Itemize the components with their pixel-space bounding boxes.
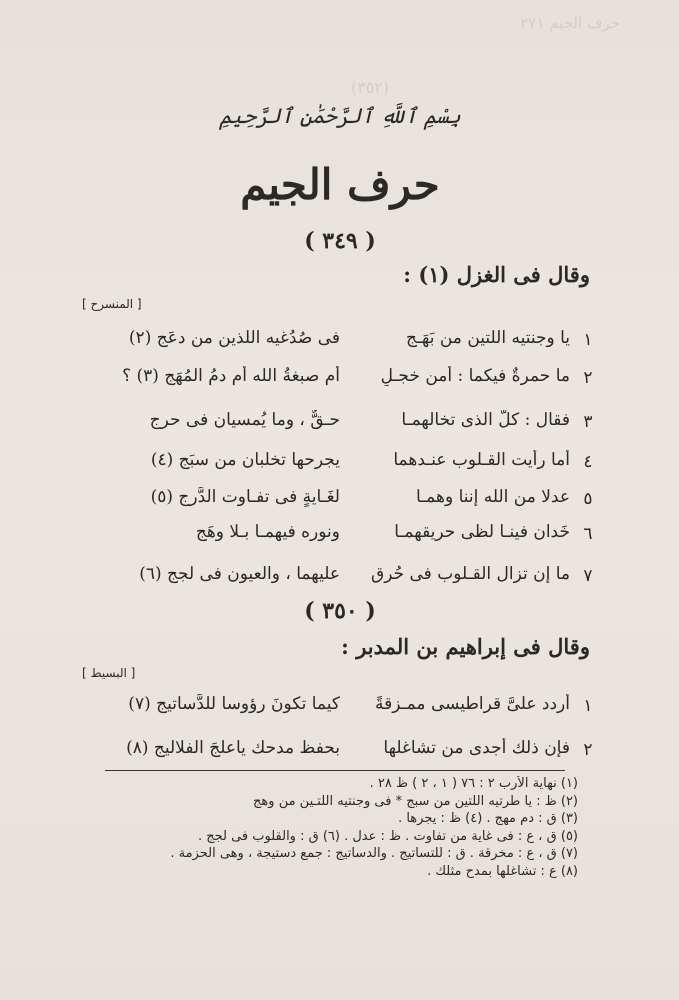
second-hemistich: كيما تكونَ رؤوسا للدَّساتيج (٧) — [128, 694, 340, 714]
second-hemistich: حـقٌّ ، وما يُمسيان فى حرج — [149, 410, 340, 430]
second-hemistich: أم صبغةُ الله أم دمُ المُهَج (٣) ؟ — [122, 366, 340, 386]
first-hemistich: ما إن تزال القـلوب فى حُرق — [371, 564, 570, 584]
verse-line — [100, 522, 600, 556]
verse-number: ٦ — [583, 524, 593, 544]
poem-number-350: ( ٣٥٠ ) — [304, 598, 376, 624]
footnote: (٨) ع : تشاغلها بمدح مثلك . — [427, 863, 578, 879]
verse-line — [100, 564, 600, 598]
poem-intro-350: وقال فى إبراهيم بن المدبر : — [341, 634, 590, 659]
second-hemistich: لغَـايةٍ فى تفـاوت الدَّرج (٥) — [150, 487, 340, 507]
verse-number: ١ — [583, 330, 593, 350]
second-hemistich: ونوره فيهمـا بـلا وهَج — [195, 522, 340, 542]
bleed-through-header: حرف الجيم ٢٧١ — [520, 14, 620, 32]
verse-line — [100, 366, 600, 400]
first-hemistich: خَدان فينـا لظى حريقهمـا — [394, 522, 570, 542]
first-hemistich: أَردد علىَّ قراطيسى ممـزقةً — [375, 694, 570, 714]
verse-line — [100, 328, 600, 362]
verse-line — [100, 694, 600, 728]
footnote: (٧) ق ، ع : مخرقة . ق : للتساتيج . والدساتيج : جمع دستيجة ، وهى الحزمة . — [170, 846, 578, 861]
verse-line — [100, 487, 600, 521]
second-hemistich: يجرحها تخلبان من سبَج (٤) — [150, 450, 340, 470]
basmala: بِسْمِ ٱللَّهِ ٱلرَّحْمَٰنِ ٱلرَّحِيمِ — [219, 104, 461, 128]
verse-number: ٢ — [583, 368, 593, 388]
first-hemistich: فقال : كلُّ الذى تخالهمـا — [401, 410, 570, 430]
verse-number: ١ — [583, 696, 593, 716]
second-hemistich: بحفظ مدحك ياعلجَ الفلاليج (٨) — [126, 738, 340, 758]
meter-label-349: [ المنسرح ] — [82, 297, 142, 311]
footnote: (٢) ظ : يا طرتيه اللتين من سبج * فى وجنتيه اللتـين من وهج — [253, 793, 578, 809]
footnotes — [100, 776, 578, 881]
verse-number: ٧ — [583, 566, 593, 586]
footnote: (٣) ق : دم مهج . (٤) ظ : يجرها . — [398, 811, 578, 826]
poem-number-349: ( ٣٤٩ ) — [304, 228, 376, 254]
footnote: (٥) ق ، ع : فى غاية من تفاوت . ظ : عدل . (٦) ق : والقلوب فى لجج . — [197, 828, 578, 844]
verse-number: ٣ — [583, 412, 593, 432]
verse-line — [100, 738, 600, 772]
chapter-title: حرف الجيم — [240, 160, 440, 209]
verse-number: ٢ — [583, 740, 593, 760]
footnote: (١) نهاية الأرب ٢ : ٧٦ ( ١ ، ٢ ) ظ ٢٨ . — [369, 776, 578, 791]
first-hemistich: يا وجنتيه اللتين من بَهَـج — [405, 328, 570, 348]
verse-line — [100, 410, 600, 444]
footnote-divider — [105, 770, 565, 771]
first-hemistich: ما حمرةٌ فيكما : أمن خجـلٍ — [380, 366, 570, 386]
first-hemistich: أما رأيت القـلوب عنـدهما — [393, 450, 570, 470]
verse-number: ٥ — [583, 489, 593, 509]
meter-label-350: [ البسيط ] — [82, 666, 136, 680]
second-hemistich: عليهما ، والعيون فى لجج (٦) — [139, 564, 340, 584]
second-hemistich: فى صُدُغيه اللذين من دعَج (٢) — [128, 328, 340, 348]
verse-number: ٤ — [583, 452, 593, 472]
first-hemistich: فإن ذلك أجدى من تشاغلها — [383, 738, 570, 758]
bleed-through-number: (٣٥٢) — [350, 78, 390, 97]
first-hemistich: عدلا من الله إننا وهمـا — [416, 487, 570, 507]
poem-intro-349: وقال فى الغزل (١) : — [403, 262, 590, 287]
verse-line — [100, 450, 600, 484]
